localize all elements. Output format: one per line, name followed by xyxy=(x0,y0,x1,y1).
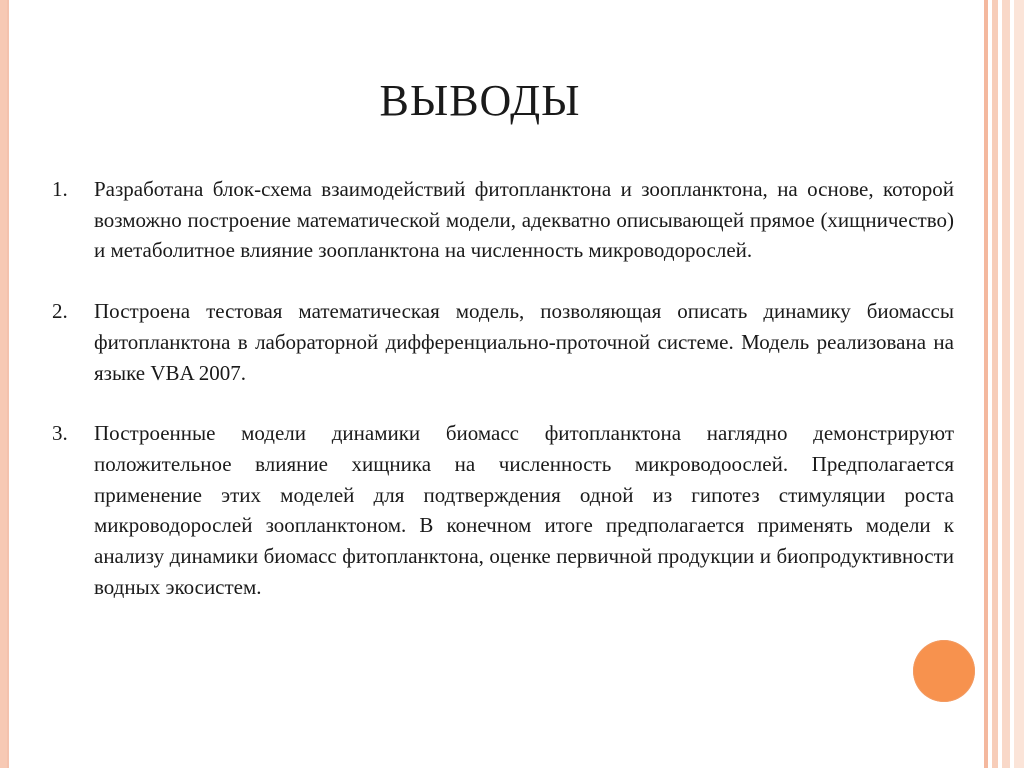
list-item-number: 2. xyxy=(52,299,68,324)
list-item-number: 1. xyxy=(52,177,68,201)
list-item-text: Построенные модели динамики биомасс фитопланктона наглядно демонстрируют положительное влияние хищника на численность микроводоослей. Предполагается применение этих моделей для подтверждения одной из гипотез стимуляции роста микроводорослей зоопланктоном. В конечном итоге предполагается применять модели к анализу динамики биомасс фитопланктона, оценке первичной продукции и биопродуктивности водных экосистем. xyxy=(94,421,954,599)
list-item-number: 3. xyxy=(52,421,68,446)
conclusions-list xyxy=(52,174,954,632)
decorative-circle xyxy=(913,640,975,702)
right-border-stripe-1 xyxy=(984,0,988,768)
slide-title: ВЫВОДЫ xyxy=(379,76,581,125)
right-border-stripe-3 xyxy=(1002,0,1010,768)
list-item-text: Разработана блок-схема взаимодействий фитопланктона и зоопланктона, на основе, которой возможно построение математической модели, адекватно описывающей прямое (хищничество) и метаболитное влияние зоопланктона на численность микроводорослей. xyxy=(94,177,954,263)
right-border-stripe-4 xyxy=(1014,0,1024,768)
list-item xyxy=(52,418,954,602)
list-item xyxy=(52,296,954,388)
right-border-stripe-2 xyxy=(992,0,998,768)
list-item xyxy=(52,174,954,266)
list-item-text: Построена тестовая математическая модель, позволяющая описать динамику биомассы фитопланктона в лабораторной дифференциально-проточной системе. Модель реализована на языке VBA 2007. xyxy=(94,299,954,385)
